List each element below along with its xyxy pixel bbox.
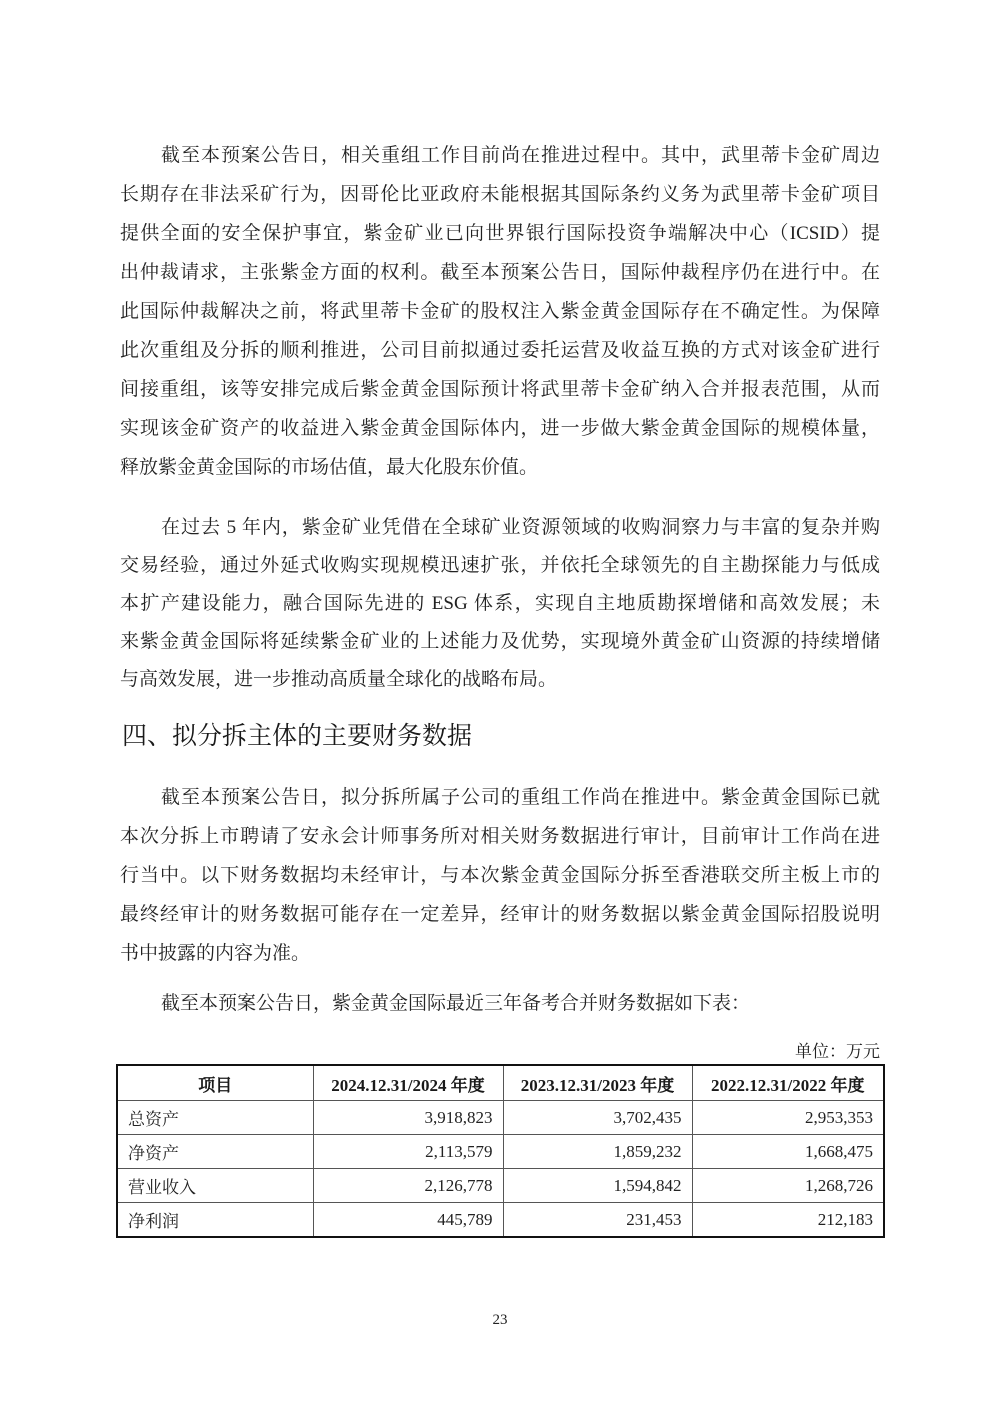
text-line: 此国际仲裁解决之前，将武里蒂卡金矿的股权注入紫金黄金国际存在不确定性。为保障 (120, 301, 880, 322)
text-line: 在过去 5 年内，紫金矿业凭借在全球矿业资源领域的收购洞察力与丰富的复杂并购 (161, 517, 880, 538)
text-line: 来紫金黄金国际将延续紫金矿业的上述能力及优势，实现境外黄金矿山资源的持续增储 (120, 631, 880, 652)
row-label: 净资产 (117, 1135, 313, 1169)
cell-value: 1,668,475 (692, 1135, 884, 1169)
text-line: 本扩产建设能力，融合国际先进的 ESG 体系，实现自主地质勘探增储和高效发展；未 (120, 593, 880, 614)
text-line: 截至本预案公告日，紫金黄金国际最近三年备考合并财务数据如下表： (161, 993, 751, 1014)
text-line: 交易经验，通过外延式收购实现规模迅速扩张，并依托全球领先的自主勘探能力与低成 (120, 555, 880, 576)
text-line: 与高效发展，进一步推动高质量全球化的战略布局。 (120, 669, 558, 690)
text-line: 截至本预案公告日，相关重组工作目前尚在推进过程中。其中，武里蒂卡金矿周边 (161, 145, 880, 166)
cell-value: 212,183 (692, 1203, 884, 1238)
page-number: 23 (492, 1312, 508, 1328)
table-row-revenue (117, 1169, 884, 1203)
paragraph-audit-notice (120, 778, 880, 973)
table-header-row (117, 1065, 884, 1101)
section-heading: 四、拟分拆主体的主要财务数据 (122, 721, 473, 750)
cell-value: 3,918,823 (313, 1101, 503, 1135)
table-unit-label: 单位：万元 (795, 1042, 880, 1061)
cell-value: 231,453 (503, 1203, 692, 1238)
text-line: 实现该金矿资产的收益进入紫金黄金国际体内，进一步做大紫金黄金国际的规模体量， (120, 418, 880, 439)
column-header-item: 项目 (117, 1065, 313, 1101)
paragraph-table-intro (120, 984, 880, 1023)
text-line: 间接重组，该等安排完成后紫金黄金国际预计将武里蒂卡金矿纳入合并报表范围，从而 (120, 379, 880, 400)
text-line: 出仲裁请求，主张紫金方面的权利。截至本预案公告日，国际仲裁程序仍在进行中。在 (120, 262, 880, 283)
cell-value: 1,594,842 (503, 1169, 692, 1203)
text-line: 最终经审计的财务数据可能存在一定差异，经审计的财务数据以紫金黄金国际招股说明 (120, 904, 880, 925)
paragraph-restructuring-status (120, 136, 880, 487)
table-row-net-assets (117, 1135, 884, 1169)
cell-value: 445,789 (313, 1203, 503, 1238)
column-header-2023: 2023.12.31/2023 年度 (503, 1065, 692, 1101)
text-line: 释放紫金黄金国际的市场估值，最大化股东价值。 (120, 457, 539, 478)
text-line: 行当中。以下财务数据均未经审计，与本次紫金黄金国际分拆至香港联交所主板上市的 (120, 865, 880, 886)
text-line: 提供全面的安全保护事宜，紫金矿业已向世界银行国际投资争端解决中心（ICSID）提 (120, 223, 880, 244)
text-line: 截至本预案公告日，拟分拆所属子公司的重组工作尚在推进中。紫金黄金国际已就 (161, 787, 880, 808)
table-row-total-assets (117, 1101, 884, 1135)
cell-value: 3,702,435 (503, 1101, 692, 1135)
row-label: 总资产 (117, 1101, 313, 1135)
row-label: 净利润 (117, 1203, 313, 1238)
column-header-2022: 2022.12.31/2022 年度 (692, 1065, 884, 1101)
text-line: 此次重组及分拆的顺利推进，公司目前拟通过委托运营及收益互换的方式对该金矿进行 (120, 340, 880, 361)
column-header-2024: 2024.12.31/2024 年度 (313, 1065, 503, 1101)
cell-value: 1,268,726 (692, 1169, 884, 1203)
cell-value: 2,126,778 (313, 1169, 503, 1203)
cell-value: 2,953,353 (692, 1101, 884, 1135)
cell-value: 1,859,232 (503, 1135, 692, 1169)
table-row-net-profit (117, 1203, 884, 1238)
paragraph-growth-strategy (120, 509, 880, 699)
financial-data-table (116, 1064, 885, 1238)
text-line: 书中披露的内容为准。 (120, 943, 311, 964)
row-label: 营业收入 (117, 1169, 313, 1203)
text-line: 长期存在非法采矿行为，因哥伦比亚政府未能根据其国际条约义务为武里蒂卡金矿项目 (120, 184, 880, 205)
cell-value: 2,113,579 (313, 1135, 503, 1169)
text-line: 本次分拆上市聘请了安永会计师事务所对相关财务数据进行审计，目前审计工作尚在进 (120, 826, 880, 847)
